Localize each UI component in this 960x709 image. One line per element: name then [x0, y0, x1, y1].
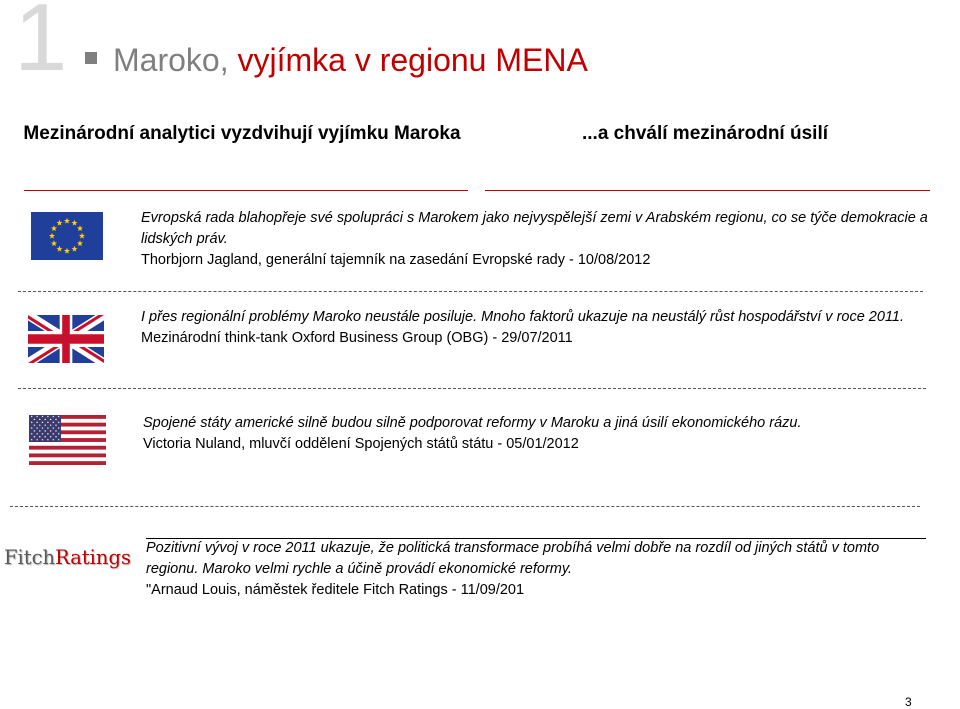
left-column-heading: Mezinárodní analytici vyzdvihují vyjímku Maroka — [23, 123, 461, 144]
quote-attribution: Mezinárodní think-tank Oxford Business Group (OBG) - 29/07/2011 — [141, 330, 573, 346]
quote-block-uk — [141, 307, 931, 349]
title-bullet — [85, 52, 97, 64]
dashed-separator — [10, 506, 920, 507]
dashed-separator — [18, 388, 926, 389]
left-heading-rule — [24, 190, 468, 191]
us-flag-icon — [29, 415, 106, 465]
slide-title — [113, 40, 588, 80]
eu-flag-icon — [31, 212, 103, 260]
page-number: 3 — [905, 695, 912, 709]
quote-text: Evropská rada blahopřeje své spolupráci s Marokem jako nejvyspělejší zemi v Arabském regionu, co se týče demokracie a lidských práv. — [141, 210, 928, 247]
quote-attribution: Thorbjorn Jagland, generální tajemník na zasedání Evropské rady - 10/08/2012 — [141, 252, 651, 268]
title-main: vyjímka v regionu MENA — [237, 42, 588, 78]
fitch-logo-text-b: Ratings — [55, 546, 131, 569]
quote-text: Pozitivní vývoj v roce 2011 ukazuje, že politická transformace probíhá velmi dobře na rozdíl od jiných států v tomto regionu. Maroko velmi rychle a účině provádí ekonomické reformy. — [146, 538, 926, 580]
quote-attribution: Victoria Nuland, mluvčí oddělení Spojených států státu - 05/01/2012 — [143, 436, 579, 452]
slide-number: 1 — [14, 0, 64, 91]
quote-block-eu — [141, 208, 931, 271]
dashed-separator — [18, 291, 923, 292]
right-heading-rule — [485, 190, 930, 191]
fitch-ratings-logo — [4, 543, 131, 573]
title-prefix: Maroko, — [113, 42, 238, 78]
quote-text: Spojené státy americké silně budou silně podporovat reformy v Maroku a jiná úsilí ekonomického rázu. — [143, 415, 802, 431]
fitch-logo-text-a: Fitch — [4, 546, 56, 569]
quote-block-us — [143, 413, 933, 455]
quote-text: I přes regionální problémy Maroko neustále posiluje. Mnoho faktorů ukazuje na neustálý růst hospodářství v roce 2011. — [141, 309, 905, 325]
right-column-heading: ...a chválí mezinárodní úsilí — [581, 123, 829, 144]
quote-attribution: "Arnaud Louis, náměstek ředitele Fitch Ratings - 11/09/201 — [146, 582, 525, 598]
quote-block-fitch — [146, 538, 926, 601]
uk-flag-icon — [28, 315, 104, 363]
